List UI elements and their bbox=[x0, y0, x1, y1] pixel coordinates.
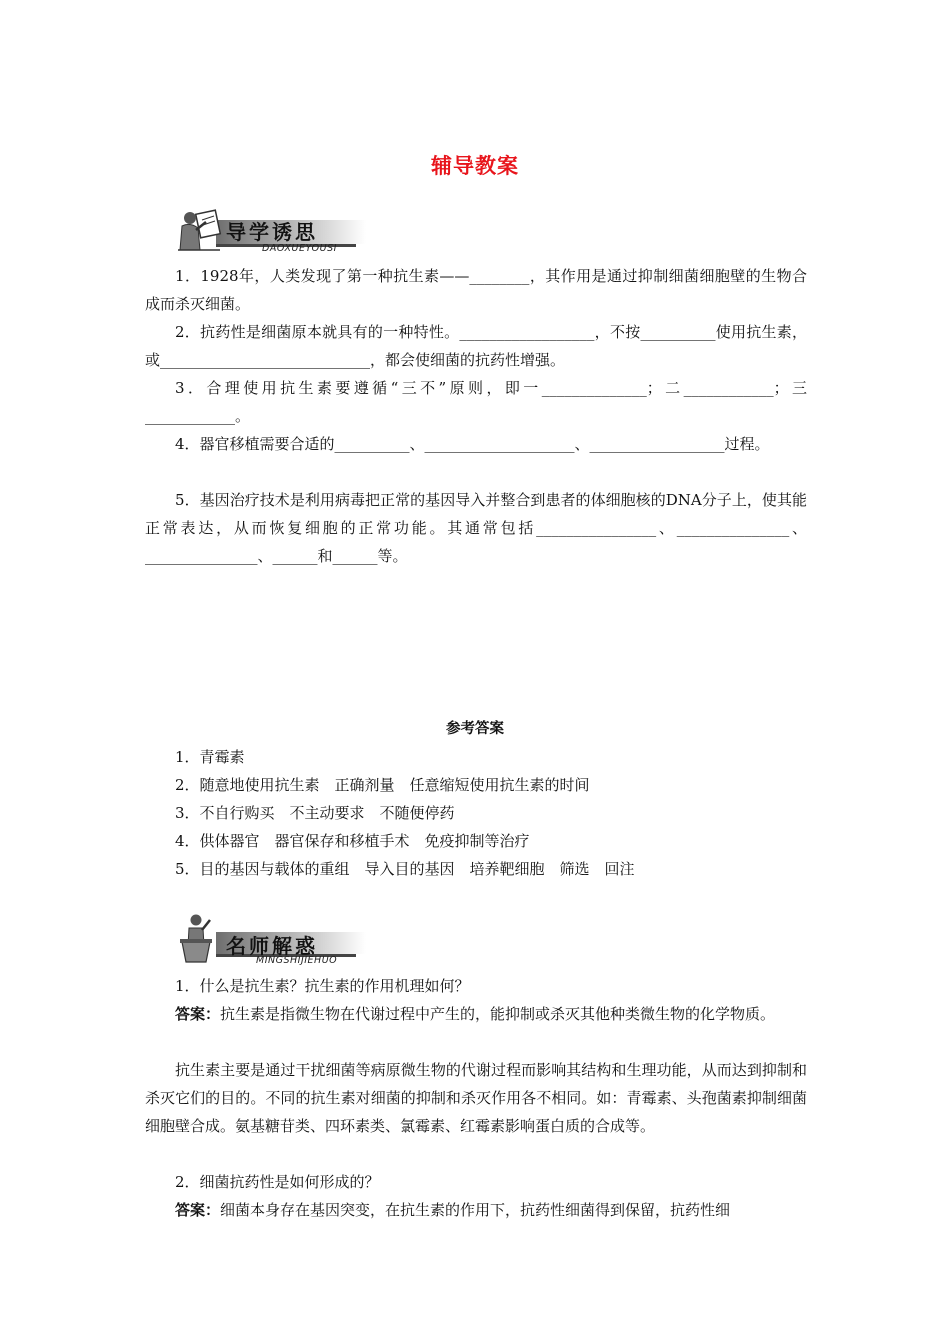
question-4: 4．器官移植需要合适的__________、____________________、__________________过程。 bbox=[175, 435, 770, 453]
question-2: 2．抗药性是细菌原本就具有的一种特性。__________________，不按__________使用抗生素，或____________________________，都会使细菌的抗药性增强。 bbox=[145, 323, 807, 369]
question-5: 5．基因治疗技术是利用病毒把正常的基因导入并整合到患者的体细胞核的DNA分子上，使其能正常表达，从而恢复细胞的正常功能。其通常包括________________、_______________、_______________、______和______等。 bbox=[145, 491, 807, 565]
answer-2-paragraph bbox=[145, 1196, 807, 1224]
question-1: 1．1928年，人类发现了第一种抗生素——________，其作用是通过抑制细菌细胞壁的生物合成而杀灭细菌。 bbox=[145, 267, 807, 313]
banner-subtitle: DAOXUEYOUSI bbox=[262, 243, 337, 254]
answer-label: 答案： bbox=[175, 1005, 221, 1023]
answer-item: 3．不自行购买 不主动要求 不随便停药 bbox=[175, 804, 455, 822]
answers-title: 参考答案 bbox=[446, 721, 504, 737]
banner-subtitle: MINGSHIJIEHUO bbox=[256, 955, 338, 966]
question-3: 3．合理使用抗生素要遵循“三不”原则，即一______________；二____________；三____________。 bbox=[145, 379, 807, 425]
answer-1-text: 抗生素是指微生物在代谢过程中产生的，能抑制或杀灭其他种类微生物的化学物质。 bbox=[220, 1005, 776, 1023]
page-title: 辅导教案 bbox=[431, 154, 519, 178]
daoxue-banner bbox=[176, 206, 366, 260]
answer-label: 答案： bbox=[175, 1201, 221, 1219]
answer-item: 4．供体器官 器官保存和移植手术 免疫抑制等治疗 bbox=[175, 832, 530, 850]
question-resistance: 2．细菌抗药性是如何形成的？ bbox=[175, 1173, 380, 1191]
answer-item: 2．随意地使用抗生素 正确剂量 任意缩短使用抗生素的时间 bbox=[175, 776, 590, 794]
answer-item: 1．青霉素 bbox=[175, 748, 245, 766]
answer-1-mechanism: 抗生素主要是通过干扰细菌等病原微生物的代谢过程而影响其结构和生理功能，从而达到抑制和杀灭它们的目的。不同的抗生素对细菌的抑制和杀灭作用各不相同。如：青霉素、头孢菌素抑制细菌细胞壁合成。氨基糖苷类、四环素类、氯霉素、红霉素影响蛋白质的合成等。 bbox=[145, 1061, 807, 1135]
question-why-antibiotic: 1．什么是抗生素？抗生素的作用机理如何？ bbox=[175, 977, 470, 995]
answer-2-text: 细菌本身存在基因突变，在抗生素的作用下，抗药性细菌得到保留，抗药性细 bbox=[220, 1201, 731, 1219]
banner-title: 导学诱思 bbox=[226, 220, 318, 244]
mingshi-banner bbox=[176, 912, 366, 966]
answer-item: 5．目的基因与载体的重组 导入目的基因 培养靶细胞 筛选 回注 bbox=[175, 860, 635, 878]
banner-title: 名师解惑 bbox=[226, 934, 318, 958]
answer-1-paragraph bbox=[145, 1000, 807, 1028]
